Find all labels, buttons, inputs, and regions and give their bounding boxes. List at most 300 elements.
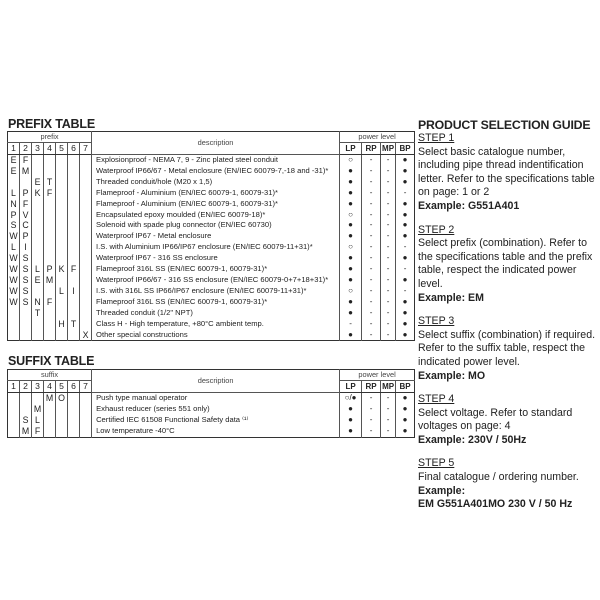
power-column-header-lp: LP (340, 381, 362, 393)
code-letter: H (56, 319, 68, 330)
code-letter (56, 231, 68, 242)
code-letter (56, 330, 68, 341)
step-label: STEP 2 (418, 223, 455, 236)
code-letter: S (10, 220, 17, 231)
power-level-bp: ● (396, 297, 415, 308)
power-level-bp: - (396, 286, 415, 297)
code-letter (80, 297, 92, 308)
code-letter: S (20, 297, 32, 308)
position-column-header: 6 (68, 381, 80, 393)
code-letter (80, 308, 92, 319)
code-letter: L (32, 415, 44, 426)
power-level-bp: ● (396, 220, 415, 231)
row-description: Threaded conduit (1/2" NPT) (92, 308, 340, 319)
power-level-lp: ● (340, 264, 362, 275)
code-letter: E (10, 165, 17, 176)
position-column-header: 1 (8, 381, 20, 393)
power-level-bp: ● (396, 166, 415, 177)
code-letter (32, 210, 44, 221)
prefix-row (8, 188, 415, 199)
code-letter (80, 220, 92, 231)
code-letter (56, 210, 68, 221)
code-letter: S (20, 264, 32, 275)
step-text: Select voltage. Refer to standard voltages on page: 4 (418, 406, 573, 433)
header-row-groups (8, 132, 415, 143)
power-level-rp: - (362, 264, 381, 275)
code-letter: K (56, 264, 68, 275)
step-label: STEP 4 (418, 393, 455, 406)
power-level-rp: - (362, 319, 381, 330)
code-letter (32, 330, 44, 341)
power-level-lp: ● (340, 231, 362, 242)
power-level-lp: ○ (340, 210, 362, 221)
row-description: Encapsulated epoxy moulded (EN/IEC 60079-18)* (92, 210, 340, 221)
code-letter (68, 231, 80, 242)
code-letter (32, 220, 44, 231)
code-letter (56, 242, 68, 253)
code-letter: L (11, 187, 16, 198)
code-letter: W (9, 274, 18, 285)
power-level-mp: - (381, 308, 396, 319)
code-letter: S (20, 275, 32, 286)
code-letter (44, 404, 56, 415)
step-text: Select basic catalogue number, including pipe thread indentification letter. Refer to the specifications table on page: 1 or 2 (418, 145, 595, 199)
power-level-mp: - (381, 231, 396, 242)
code-letter (56, 426, 68, 437)
code-letter (44, 220, 56, 231)
guide-title: PRODUCT SELECTION GUIDE (418, 118, 591, 132)
power-column-header-lp: LP (340, 143, 362, 155)
prefix-row (8, 319, 415, 330)
suffix-table (7, 369, 415, 438)
code-letter (44, 308, 56, 319)
code-letter: M (44, 275, 56, 286)
power-level-mp: - (381, 264, 396, 275)
code-letter (8, 404, 20, 415)
power-level-rp: - (362, 426, 381, 437)
prefix-row (8, 330, 415, 341)
code-letter (68, 275, 80, 286)
step-example: Example: MO (418, 369, 486, 382)
code-letter: M (20, 426, 32, 437)
power-level-header: power level (340, 132, 415, 143)
power-level-mp: - (381, 404, 396, 415)
power-level-mp: - (381, 177, 396, 188)
code-letter (80, 188, 92, 199)
guide-step-2 (418, 224, 600, 306)
power-level-bp: ● (396, 308, 415, 319)
code-letter (80, 253, 92, 264)
position-column-header: 2 (20, 143, 32, 155)
power-level-bp: ● (396, 199, 415, 210)
position-column-header: 4 (44, 143, 56, 155)
code-letter (32, 199, 44, 210)
code-letter (20, 393, 32, 404)
code-letter: I (68, 286, 80, 297)
power-level-lp: ● (340, 404, 362, 415)
power-level-mp: - (381, 330, 396, 341)
power-level-rp: - (362, 330, 381, 341)
row-description: Threaded conduit/hole (M20 x 1,5) (92, 177, 340, 188)
code-letter: L (56, 286, 68, 297)
row-description: Low temperature -40°C (92, 426, 340, 437)
prefix-row (8, 166, 415, 177)
code-letter: P (10, 209, 17, 220)
power-level-bp: ● (396, 253, 415, 264)
power-level-mp: - (381, 188, 396, 199)
power-level-lp: ● (340, 330, 362, 341)
code-letter: M (20, 166, 32, 177)
row-description: Certified IEC 61508 Functional Safety data ⁽¹⁾ (92, 415, 340, 426)
code-letter (80, 415, 92, 426)
code-letter (80, 155, 92, 166)
code-letter: L (32, 264, 44, 275)
code-letter (68, 253, 80, 264)
description-header: description (92, 132, 340, 155)
code-letter (8, 319, 20, 330)
code-letter (68, 210, 80, 221)
prefix-row (8, 155, 415, 166)
power-level-rp: - (362, 415, 381, 426)
position-column-header: 5 (56, 143, 68, 155)
code-letter: P (20, 188, 32, 199)
step-text: Final catalogue / ordering number. (418, 471, 579, 484)
power-level-lp: ● (340, 199, 362, 210)
power-level-lp: ○/● (340, 393, 362, 404)
power-level-mp: - (381, 210, 396, 221)
power-level-rp: - (362, 177, 381, 188)
code-letter: E (32, 275, 44, 286)
step-example-value: EM G551A401MO 230 V / 50 Hz (418, 498, 573, 511)
power-level-mp: - (381, 220, 396, 231)
power-level-mp: - (381, 286, 396, 297)
code-letter (32, 253, 44, 264)
power-level-mp: - (381, 426, 396, 437)
product-selection-guide (418, 119, 600, 522)
power-level-lp: ● (340, 415, 362, 426)
power-level-lp: ○ (340, 242, 362, 253)
code-letter (68, 220, 80, 231)
step-label: STEP 1 (418, 132, 455, 144)
code-letter (56, 220, 68, 231)
code-letter (68, 404, 80, 415)
code-letter (68, 199, 80, 210)
row-description: Solenoid with spade plug connector (EN/IEC 60730) (92, 220, 340, 231)
prefix-group-label: prefix (8, 132, 92, 143)
code-letter (56, 404, 68, 415)
code-letter (32, 155, 44, 166)
code-letter: T (68, 319, 80, 330)
power-level-lp: ○ (340, 155, 362, 166)
guide-step-3 (418, 315, 600, 383)
power-level-lp: ● (340, 297, 362, 308)
code-letter (56, 275, 68, 286)
power-level-mp: - (381, 253, 396, 264)
code-letter (20, 319, 32, 330)
power-level-bp: ● (396, 404, 415, 415)
row-description: Waterproof IP67 - Metal enclosure (92, 231, 340, 242)
row-description: Class H - High temperature, +80°C ambient temp. (92, 319, 340, 330)
power-level-rp: - (362, 188, 381, 199)
power-level-mp: - (381, 275, 396, 286)
code-letter (56, 177, 68, 188)
power-level-lp: ● (340, 426, 362, 437)
code-letter (56, 308, 68, 319)
power-column-header-mp: MP (382, 144, 395, 153)
code-letter (44, 426, 56, 437)
power-column-header-bp: BP (396, 143, 415, 155)
power-column-header-bp: BP (396, 381, 415, 393)
row-description: I.S. with Aluminium IP66/IP67 enclosure (EN/IEC 60079-11+31)* (92, 242, 340, 253)
code-letter: T (44, 177, 56, 188)
power-level-bp: ● (396, 393, 415, 404)
power-level-rp: - (362, 253, 381, 264)
code-letter: S (20, 253, 32, 264)
code-letter: P (20, 231, 32, 242)
code-letter (8, 177, 20, 188)
code-letter (44, 199, 56, 210)
prefix-table (7, 131, 415, 341)
code-letter (68, 177, 80, 188)
row-description: Flameproof - Aluminium (EN/IEC 60079-1, 60079-31)* (92, 199, 340, 210)
power-level-bp: - (396, 264, 415, 275)
code-letter (20, 308, 32, 319)
prefix-row (8, 231, 415, 242)
code-letter (68, 242, 80, 253)
row-description: Flameproof 316L SS (EN/IEC 60079-1, 60079-31)* (92, 297, 340, 308)
prefix-row (8, 220, 415, 231)
power-level-rp: - (362, 166, 381, 177)
power-column-header-mp: MP (382, 382, 395, 392)
code-letter (20, 330, 32, 341)
power-level-lp: ○ (340, 286, 362, 297)
prefix-row (8, 264, 415, 275)
code-letter: M (44, 393, 56, 404)
power-level-rp: - (362, 297, 381, 308)
code-letter (56, 297, 68, 308)
position-column-header: 2 (20, 381, 32, 393)
code-letter: P (44, 264, 56, 275)
code-letter (32, 319, 44, 330)
code-letter: F (44, 297, 56, 308)
header-row-groups (8, 370, 415, 381)
code-letter (56, 155, 68, 166)
prefix-row (8, 199, 415, 210)
power-level-rp: - (362, 231, 381, 242)
power-level-bp: - (396, 242, 415, 253)
guide-step-4 (418, 393, 600, 447)
code-letter (80, 264, 92, 275)
code-letter (44, 253, 56, 264)
code-letter (8, 308, 20, 319)
code-letter (80, 426, 92, 437)
power-level-bp: ● (396, 275, 415, 286)
code-letter (44, 415, 56, 426)
step-text: Select prefix (combination). Refer to the specifications table and the prefix table, respect the indicated power level. (418, 237, 593, 290)
power-level-rp: - (362, 275, 381, 286)
power-level-bp: ● (396, 210, 415, 221)
suffix-table-title: SUFFIX TABLE (8, 354, 95, 369)
prefix-row (8, 177, 415, 188)
power-level-rp: - (362, 393, 381, 404)
power-level-mp: - (381, 297, 396, 308)
code-letter (56, 188, 68, 199)
power-level-rp: - (362, 199, 381, 210)
power-level-rp: - (362, 242, 381, 253)
code-letter: F (32, 426, 44, 437)
code-letter (44, 166, 56, 177)
code-letter (80, 275, 92, 286)
row-description: Other special constructions (92, 330, 340, 341)
code-letter (44, 319, 56, 330)
power-level-lp: ● (340, 275, 362, 286)
code-letter (8, 393, 20, 404)
code-letter (80, 393, 92, 404)
row-description: Flameproof - Aluminium (EN/IEC 60079-1, 60079-31)* (92, 188, 340, 199)
power-level-bp: ● (396, 177, 415, 188)
power-level-mp: - (381, 199, 396, 210)
power-level-lp: - (340, 319, 362, 330)
step-example: Example: EM (418, 291, 484, 304)
suffix-row (8, 393, 415, 404)
code-letter (68, 415, 80, 426)
position-column-header: 7 (80, 143, 92, 155)
suffix-group-label: suffix (8, 370, 92, 381)
power-level-lp: ● (340, 220, 362, 231)
code-letter (68, 166, 80, 177)
code-letter (32, 231, 44, 242)
code-letter (8, 426, 20, 437)
guide-step-5 (418, 457, 600, 511)
suffix-row (8, 404, 415, 415)
code-letter (56, 415, 68, 426)
code-letter (56, 199, 68, 210)
step-example: Example: G551A401 (418, 199, 520, 212)
code-letter: S (20, 286, 32, 297)
description-header: description (92, 370, 340, 393)
code-letter (44, 210, 56, 221)
code-letter: E (32, 177, 44, 188)
code-letter: W (9, 264, 18, 275)
code-letter: T (32, 308, 44, 319)
power-level-rp: - (362, 210, 381, 221)
code-letter: L (11, 242, 16, 253)
code-letter (32, 166, 44, 177)
power-level-bp: ● (396, 231, 415, 242)
code-letter: N (10, 198, 17, 209)
power-level-mp: - (381, 155, 396, 166)
code-letter (80, 319, 92, 330)
code-letter: C (20, 220, 32, 231)
power-column-header-rp: RP (362, 381, 381, 393)
code-letter (80, 177, 92, 188)
power-level-rp: - (362, 308, 381, 319)
code-letter (68, 155, 80, 166)
position-column-header: 4 (44, 381, 56, 393)
code-letter (80, 242, 92, 253)
code-letter: F (20, 199, 32, 210)
power-column-header-rp: RP (362, 143, 381, 155)
code-letter: S (20, 415, 32, 426)
suffix-row (8, 415, 415, 426)
power-level-bp: ● (396, 155, 415, 166)
power-level-bp: - (396, 188, 415, 199)
code-letter (44, 242, 56, 253)
code-letter (68, 393, 80, 404)
position-column-header: 3 (32, 143, 44, 155)
power-level-lp: ● (340, 253, 362, 264)
row-description: Waterproof IP66/67 - 316 SS enclosure (EN/IEC 60079-0+7+18+31)* (92, 275, 340, 286)
code-letter (68, 330, 80, 341)
code-letter: F (20, 155, 32, 166)
code-letter: F (68, 264, 80, 275)
position-column-header: 3 (32, 381, 44, 393)
position-column-header: 5 (56, 381, 68, 393)
code-letter (68, 308, 80, 319)
row-description: Waterproof IP66/67 - Metal enclosure (EN/IEC 60079-7,-18 and -31)* (92, 166, 340, 177)
suffix-row (8, 426, 415, 437)
power-level-mp: - (381, 415, 396, 426)
row-description: I.S. with 316L SS IP66/IP67 enclosure (EN/IEC 60079-11+31)* (92, 286, 340, 297)
code-letter: M (32, 404, 44, 415)
code-letter: W (9, 285, 18, 296)
code-letter: I (20, 242, 32, 253)
step-example: Example: (418, 484, 466, 497)
power-level-lp: ● (340, 188, 362, 199)
position-column-header: 7 (80, 381, 92, 393)
code-letter (32, 286, 44, 297)
power-level-lp: ● (340, 177, 362, 188)
prefix-table-title: PREFIX TABLE (8, 117, 95, 131)
code-letter: W (9, 253, 18, 264)
row-description: Waterproof IP67 - 316 SS enclosure (92, 253, 340, 264)
power-level-bp: ● (396, 426, 415, 437)
code-letter (56, 253, 68, 264)
code-letter (68, 297, 80, 308)
code-letter: V (20, 210, 32, 221)
power-level-mp: - (381, 166, 396, 177)
prefix-row (8, 210, 415, 221)
position-column-header: 6 (68, 143, 80, 155)
code-letter: W (9, 231, 18, 242)
power-level-lp: ● (340, 308, 362, 319)
power-level-rp: - (362, 404, 381, 415)
row-description: Flameproof 316L SS (EN/IEC 60079-1, 60079-31)* (92, 264, 340, 275)
code-letter (80, 210, 92, 221)
code-letter: X (80, 330, 92, 341)
code-letter (44, 330, 56, 341)
step-text: Select suffix (combination) if required. Refer to the suffix table, respect the indicated power level. (418, 328, 596, 368)
code-letter (80, 166, 92, 177)
code-letter (80, 404, 92, 415)
prefix-row (8, 286, 415, 297)
power-level-bp: ● (396, 330, 415, 341)
code-letter (80, 231, 92, 242)
guide-step-1 (418, 132, 600, 214)
code-letter: W (9, 296, 18, 307)
tables-column (7, 118, 412, 438)
code-letter (80, 286, 92, 297)
prefix-row (8, 253, 415, 264)
code-letter: K (32, 188, 44, 199)
code-letter (44, 286, 56, 297)
code-letter (20, 177, 32, 188)
row-description: Exhaust reducer (series 551 only) (92, 404, 340, 415)
power-level-rp: - (362, 155, 381, 166)
power-level-mp: - (381, 393, 396, 404)
prefix-row (8, 275, 415, 286)
code-letter: O (56, 393, 68, 404)
